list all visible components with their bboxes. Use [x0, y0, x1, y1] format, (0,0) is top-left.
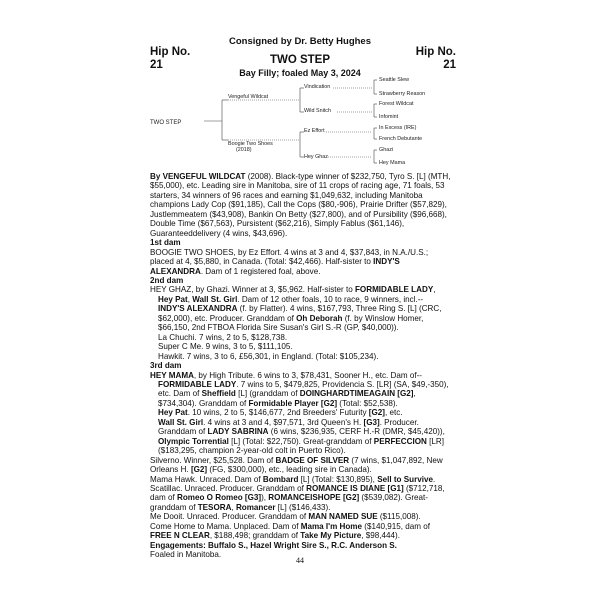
engagements-label: Engagements: [150, 540, 209, 550]
third-dam-text: . 7 wins to 5, $479,825, Providencia S. [LR] (SA, $49,-350), etc. Dam of [158, 379, 449, 399]
second-dam-text: (f. by Winslow Homer, $66,150, 2nd FTBOA Florida Sire Susan's Girl S.-R (GP, $40,000)). [158, 313, 424, 333]
third-dam-bold: LADY SABRINA [207, 427, 269, 437]
second-dam-produce-2: La Chuchi. 7 wins, 2 to 5, $128,738. [158, 332, 288, 342]
third-dam-produce-7 [150, 512, 453, 521]
pedigree-g2: Strawberry Reason [379, 91, 426, 97]
third-dam-bold: Hey Pat [158, 408, 188, 418]
third-dam-text: [L] ($146,433). [275, 502, 331, 512]
third-dam-text: [L] (granddam of [235, 389, 300, 399]
second-dam-bold: Hey Pat [158, 294, 188, 304]
hip-label-right: Hip No. [415, 46, 456, 58]
third-dam-text: . 10 wins, 2 to 5, $146,677, 2nd Breeders' Futurity [187, 408, 369, 418]
third-dam-text: ($140,915, dam of [362, 521, 430, 531]
pedigree-dam-sire: Ez Effort [304, 128, 325, 134]
horse-name: TWO STEP [269, 54, 331, 66]
engagements-value: Buffalo S., Hazel Wright Sire S., R.C. Anderson S. [208, 540, 397, 550]
horse-description: Bay Filly; foaled May 3, 2024 [239, 68, 361, 78]
third-dam-bold: ROMANCEISHOPE [G2] [268, 493, 360, 503]
third-dam-text: [L] (Total: $130,895), [298, 474, 378, 484]
second-dam-text: (f. by Flatter). 4 wins, $167,793, Three Ring S. [L] (CRC, $62,000), etc. Producer. Granddam of [158, 304, 442, 323]
third-dam-text: , [231, 502, 236, 512]
third-dam-text: , $98,444). [361, 531, 400, 541]
first-dam-text: BOOGIE TWO SHOES, by Ez Effort. 4 wins at 3 and 4, $37,843, in N.A./U.S.; placed at 4, $5,880, in Canada. (Total: $42,466). Half-sister to [150, 247, 429, 267]
pedigree-subject: TWO STEP [150, 120, 182, 126]
third-dam-bold: Mama I'm Home [300, 521, 362, 531]
pedigree-dam-year: (2018) [236, 147, 252, 153]
third-dam-bold: Take My Picture [300, 531, 362, 541]
second-dam-bold: Oh Deborah [296, 313, 343, 323]
pedigree-g3: Forest Wildcat [379, 101, 414, 107]
third-dam-text: , etc. [384, 408, 403, 418]
third-dam-bold: HEY MAMA [150, 370, 194, 380]
third-dam-bold: BADGE OF SILVER [275, 455, 350, 465]
third-dam-bold: Formidable Player [G2] [248, 398, 338, 408]
consignor-line: Consigned by Dr. Betty Hughes [229, 36, 371, 47]
third-dam-text: (FG, $300,000), etc., leading sire in Canada). [207, 465, 372, 475]
second-dam-text: . Dam of 12 other foals, 10 to race, 9 winners, incl.-- [237, 294, 424, 304]
first-dam-text-end: . Dam of 1 registered foal, above. [200, 266, 321, 276]
third-dam-text: , by High Tribute. 6 wins to 3, $78,431, Sooner H., etc. Dam of-- [193, 370, 423, 380]
third-dam-heading: 3rd dam [150, 361, 182, 371]
pedigree-g1: Seattle Slew [379, 77, 409, 83]
third-dam-produce-4 [150, 456, 453, 475]
sire-text: (2008). Black-type winner of $232,750, Tyro S. [L] (MTH, $55,000), etc. Leading sire in Manitoba, sire of 11 crops of racing age, 71 foals, 53 starters, 34 winners of 96 races and earning $1,049,632, including Manitoba champions Lady Cop ($91,185), Call the Cops ($80,-906), Prairie Drifter ($57,829), Justlemmeatem ($43,908), Bankin On Betty ($27,800), and of Pursibility ($96,668), Double Time ($67,563), Pursistent ($62,216), Simply Fablus ($61,146), Guaranteeddelivery (4 wins, $43,696). [150, 172, 451, 238]
second-dam-text: , [187, 294, 193, 304]
third-dam-bold: Olympic Torrential [158, 436, 229, 446]
third-dam-produce-8 [150, 522, 453, 541]
pedigree-g6: French Debutante [379, 136, 423, 142]
pedigree-sire: Vengeful Wildcat [228, 94, 269, 100]
second-dam-bold: FORMIDABLE LADY [354, 285, 434, 295]
pedigree-dam-dam: Hey Ghaz [304, 154, 328, 160]
pedigree-chart [0, 0, 600, 175]
second-dam-text: HEY GHAZ, by Ghazi. Winner at 3, $5,962. Half-sister to [150, 285, 355, 295]
third-dam-bold: [G2] [190, 465, 208, 475]
third-dam-text: (6 wins, $236,935, CERF H.-R (DMR, $45,420)), [268, 427, 445, 437]
third-dam-bold: ROMANCE IS DIANE [G1] [306, 483, 404, 493]
third-dam-text: . [432, 474, 436, 484]
second-dam-bold: INDY'S ALEXANDRA [158, 304, 238, 314]
third-dam-text: Mama Hawk. Unraced. Dam of [150, 474, 263, 484]
third-dam-text: Come Home to Mama. Unplaced. Dam of [150, 521, 301, 531]
pedigree-g8: Hey Mama [379, 160, 406, 166]
pedigree-g4: Infomint [379, 114, 399, 120]
third-dam-produce-1 [150, 380, 453, 408]
third-dam-text: (Total: $52,538). [337, 398, 398, 408]
third-dam-text: Silverno. Winner, $25,528. Dam of [150, 455, 276, 465]
third-dam-bold: Wall St. Girl [158, 417, 204, 427]
third-dam-bold: FREE N CLEAR [150, 531, 210, 541]
pedigree-dam: Boogie Two Shoes [228, 141, 273, 147]
third-dam-text: , $188,498; granddam of [209, 531, 301, 541]
pedigree-g7: Ghazi [379, 147, 394, 153]
third-dam-produce-5 [150, 475, 453, 484]
third-dam-bold: PERFECCION [373, 436, 427, 446]
page-number: 44 [296, 556, 304, 565]
third-dam-text: , $734,304). Granddam of [158, 389, 416, 408]
catalog-body [150, 172, 453, 560]
second-dam-text: , [433, 285, 436, 295]
first-dam-bold: INDY'S ALEXANDRA [150, 257, 400, 276]
third-dam-bold: Romeo O Romeo [G3] [177, 493, 262, 503]
third-dam-text: [LR] ($183,295, champion 2-year-old colt in Puerto Rico). [158, 436, 444, 456]
second-dam-produce-3: Super C Me. 9 wins, 3 to 5, $111,105. [158, 342, 293, 352]
pedigree-g5: In Excess (IRE) [379, 125, 417, 131]
third-dam-text: . 4 wins at 3 and 4, $97,571, 3rd Queen's H. [203, 417, 364, 427]
second-dam-paragraph [150, 285, 453, 304]
third-dam-paragraph [150, 371, 453, 380]
sire-paragraph [150, 172, 453, 238]
third-dam-text: Me Dooit. Unraced. Producer. Granddam of [150, 512, 309, 522]
third-dam-text: Scatillac. Unraced. Producer. Granddam of [150, 483, 307, 493]
engagements [150, 541, 453, 550]
third-dam-bold: FORMIDABLE LADY [158, 379, 237, 389]
hip-value-left: 21 [150, 59, 163, 71]
third-dam-text: ($115,008). [377, 512, 421, 522]
third-dam-bold: [G3] [363, 417, 380, 427]
third-dam-bold: Sell to Survive [377, 474, 433, 484]
third-dam-text: . Producer. Granddam of [158, 417, 419, 437]
first-dam-heading: 1st dam [150, 238, 181, 248]
third-dam-text: ($539,082). Great-granddam of [150, 493, 428, 512]
first-dam-paragraph [150, 248, 453, 276]
pedigree-sire-sire: Vindication [304, 84, 331, 90]
third-dam-produce-3 [150, 418, 453, 456]
second-dam-produce-4: Hawkit. 7 wins, 3 to 6, £56,301, in England. (Total: $105,234). [158, 351, 379, 361]
hip-label-left: Hip No. [150, 46, 191, 58]
third-dam-text: [L] (Total: $22,750). Great-granddam of [228, 436, 374, 446]
third-dam-bold: Bombard [262, 474, 299, 484]
second-dam-bold: Wall St. Girl [192, 294, 238, 304]
third-dam-text: ), [261, 493, 269, 503]
second-dam-heading: 2nd dam [150, 275, 184, 285]
pedigree-sire-dam: Wild Snitch [304, 108, 331, 114]
third-dam-bold: MAN NAMED SUE [308, 512, 378, 522]
sire-lead: By VENGEFUL WILDCAT [150, 172, 246, 181]
second-dam-sibs [150, 295, 423, 304]
third-dam-bold: [G2] [368, 408, 385, 418]
hip-value-right: 21 [443, 59, 456, 71]
third-dam-bold: Romancer [235, 502, 276, 512]
third-dam-produce-6 [150, 484, 453, 512]
third-dam-bold: Sheffield [201, 389, 236, 399]
third-dam-bold: DOINGHARDTIMEAGAIN [G2] [299, 389, 414, 399]
third-dam-text: (7 wins, $1,047,892, New Orleans H. [150, 455, 443, 475]
third-dam-text: ($712,718, dam of [150, 483, 445, 503]
third-dam-produce-2 [150, 408, 453, 417]
third-dam-bold: TESORA [197, 502, 232, 512]
second-dam-produce-1 [150, 304, 453, 332]
foaled-in: Foaled in Manitoba. [150, 550, 222, 560]
